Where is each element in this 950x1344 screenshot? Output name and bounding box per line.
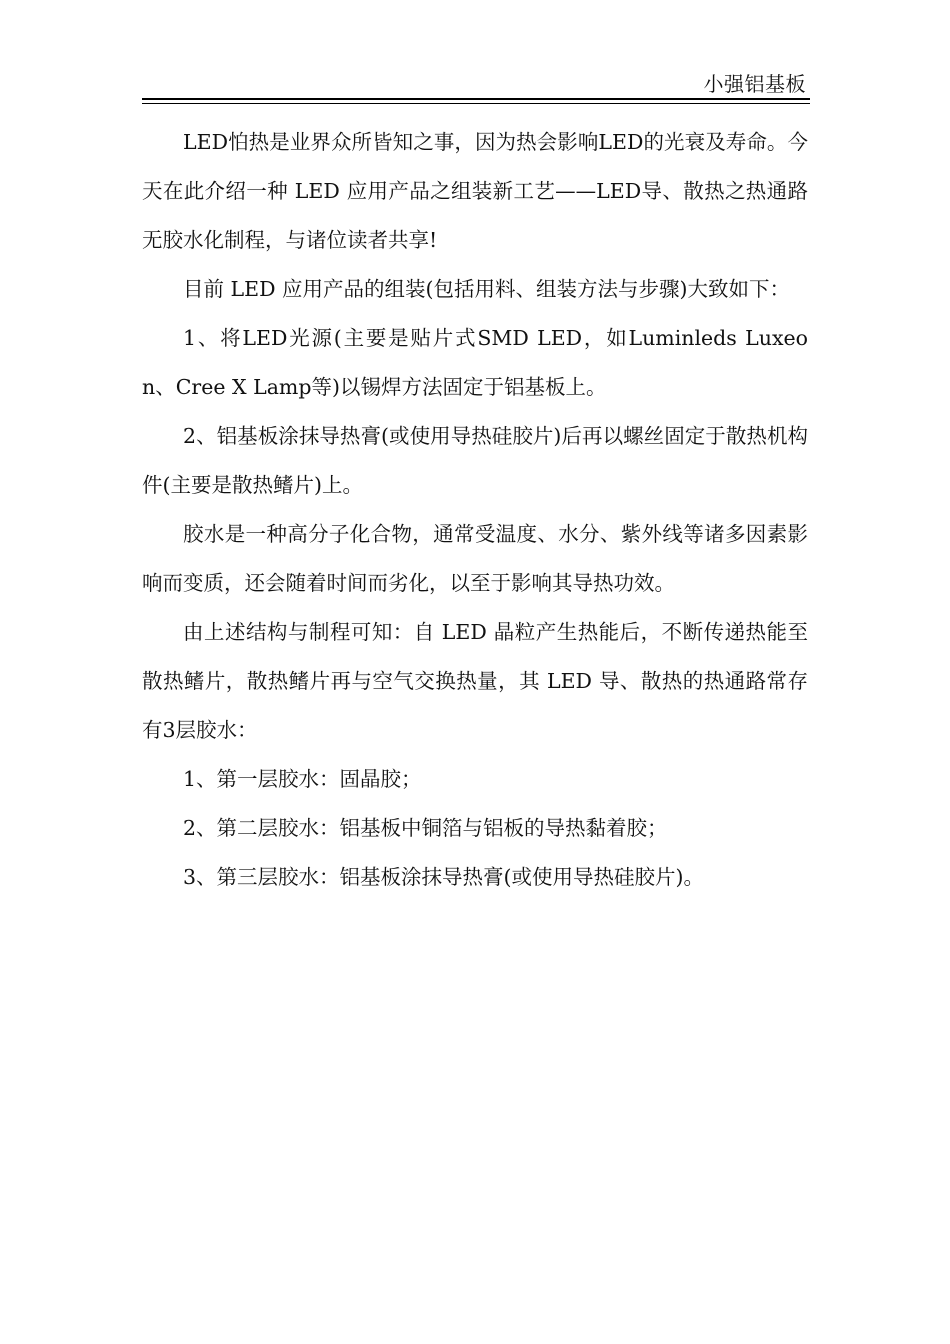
header-title: 小强铝基板 (703, 72, 806, 96)
paragraph-glue-degradation: 胶水是一种高分子化合物，通常受温度、水分、紫外线等诸多因素影响而变质，还会随着时间而劣化，以至于影响其导热功效。 (142, 522, 808, 595)
header-rule (142, 98, 810, 100)
document-body (142, 118, 808, 902)
list-item-glue-layer-2: 2、第二层胶水：铝基板中铜箔与铝板的导热黏着胶； (183, 816, 668, 840)
list-item-glue-layer-1: 1、第一层胶水：固晶胶； (183, 767, 422, 791)
paragraph-thermal-path: 由上述结构与制程可知：自 LED 晶粒产生热能后，不断传递热能至散热鳍片，散热鳍片再与空气交换热量，其 LED 导、散热的热通路常存有3层胶水： (142, 620, 808, 742)
list-item-glue-layer-3: 3、第三层胶水：铝基板涂抹导热膏(或使用导热硅胶片)。 (183, 865, 705, 889)
paragraph-assembly-overview: 目前 LED 应用产品的组装(包括用料、组装方法与步骤)大致如下： (183, 277, 791, 301)
page-header (142, 60, 810, 100)
paragraph-step-1: 1、将LED光源(主要是贴片式SMD LED，如Luminleds Luxeon、Cree X Lamp等)以锡焊方法固定于铝基板上。 (142, 326, 808, 399)
paragraph-step-2: 2、铝基板涂抹导热膏(或使用导热硅胶片)后再以螺丝固定于散热机构件(主要是散热鳍片)上。 (142, 424, 808, 497)
paragraph-intro: LED怕热是业界众所皆知之事，因为热会影响LED的光衰及寿命。今天在此介绍一种 LED 应用产品之组装新工艺——LED导、散热之热通路无胶水化制程，与诸位读者共享! (142, 130, 808, 252)
header-rule-thin (142, 103, 810, 104)
